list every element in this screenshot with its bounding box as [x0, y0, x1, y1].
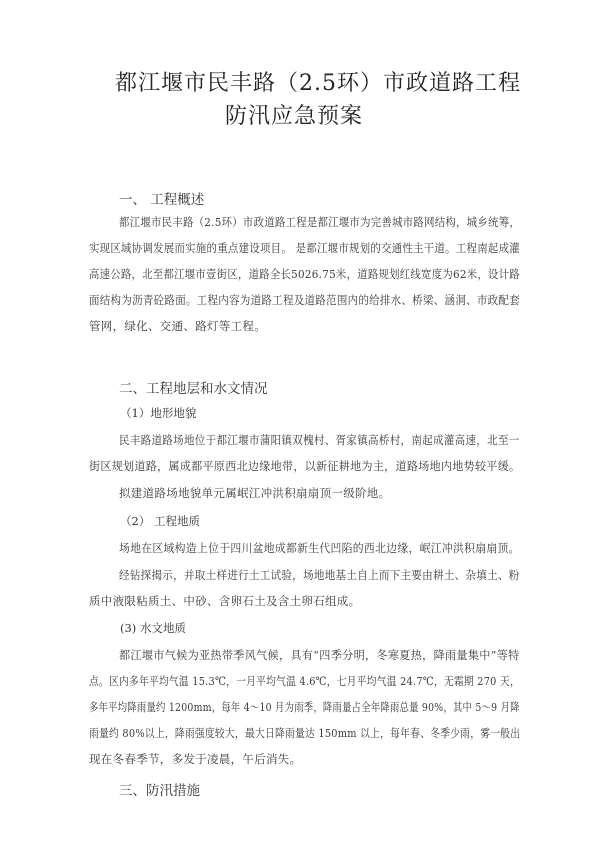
document-title-line-1: 都江堰市民丰路（2.5环）市政道路工程	[115, 71, 521, 96]
section-1-line: 管网，绿化、交通、路灯等工程。	[89, 319, 266, 333]
terrain-line: 拟建道路场地貌单元属岷江冲洪积扇扇顶一级阶地。	[119, 486, 391, 500]
subsection-terrain-heading: （1）地形地貌	[120, 406, 197, 420]
section-1-line: 高速公路，北至都江堰市壹街区，道路全长5026.75米，道路规划红线宽度为62米，设计路	[89, 267, 520, 281]
section-1-line: 都江堰市民丰路（2.5环）市政道路工程是都江堰市为完善城市路网结构，城乡统筹，	[119, 215, 521, 229]
hydrology-line: 都江堰市气候为亚热带季风气候，具有“四季分明，冬寒夏热，降雨量集中”等特	[119, 648, 520, 662]
hydrology-line: 雨量约 80%以上，降雨强度较大，最大日降雨量达 150mm 以上，每年春、冬季少雨，雾一般出	[89, 726, 521, 740]
hydrology-line: 点。区内多年平均气温 15.3℃，一月平均气温 4.6℃，七月平均气温 24.7℃，无霜期 270 天，	[89, 674, 520, 688]
hydrology-line: 多年平均降雨量约 1200mm，每年 4～10 月为雨季，降雨量占全年降雨总量 90%，其中 5～9 月降	[89, 700, 520, 714]
hydrology-line: 现在冬春季节，多发于凌晨，午后消失。	[89, 752, 302, 766]
section-3-heading: 三、防汛措施	[119, 783, 200, 799]
document-title-line-2: 防汛应急预案	[224, 104, 363, 129]
section-1-heading: 一、 工程概述	[119, 192, 205, 208]
subsection-geology-heading: （2） 工程地质	[120, 514, 200, 528]
geology-line: 质中液限粘质土、中砂、含卵石土及含土卵石组成。	[89, 594, 361, 608]
geology-line: 场地在区域构造上位于四川盆地成都新生代凹陷的西北边缘，岷江冲洪积扇扇顶。	[119, 541, 520, 555]
section-1-line: 面结构为沥青砼路面。工程内容为道路工程及道路范围内的给排水、桥梁、涵洞、市政配套	[89, 293, 520, 307]
subsection-hydrology-heading: (3) 水文地质	[120, 621, 186, 635]
terrain-line: 街区规划道路，属成都平原西北边缘地带，以新征耕地为主，道路场地内地势较平缓。	[89, 459, 521, 473]
terrain-line: 民丰路道路场地位于都江堰市蒲阳镇双槐村、胥家镇高桥村，南起成灌高速，北至一	[119, 433, 520, 447]
geology-line: 经钻探揭示，并取土样进行土工试验，场地地基土自上而下主要由耕土、杂填土、粉	[119, 568, 520, 582]
section-1-line: 实现区域协调发展而实施的重点建设项目。 是都江堰市规划的交通性主干道。工程南起成灌	[89, 241, 520, 255]
section-2-heading: 二、工程地层和水文情况	[119, 381, 268, 397]
